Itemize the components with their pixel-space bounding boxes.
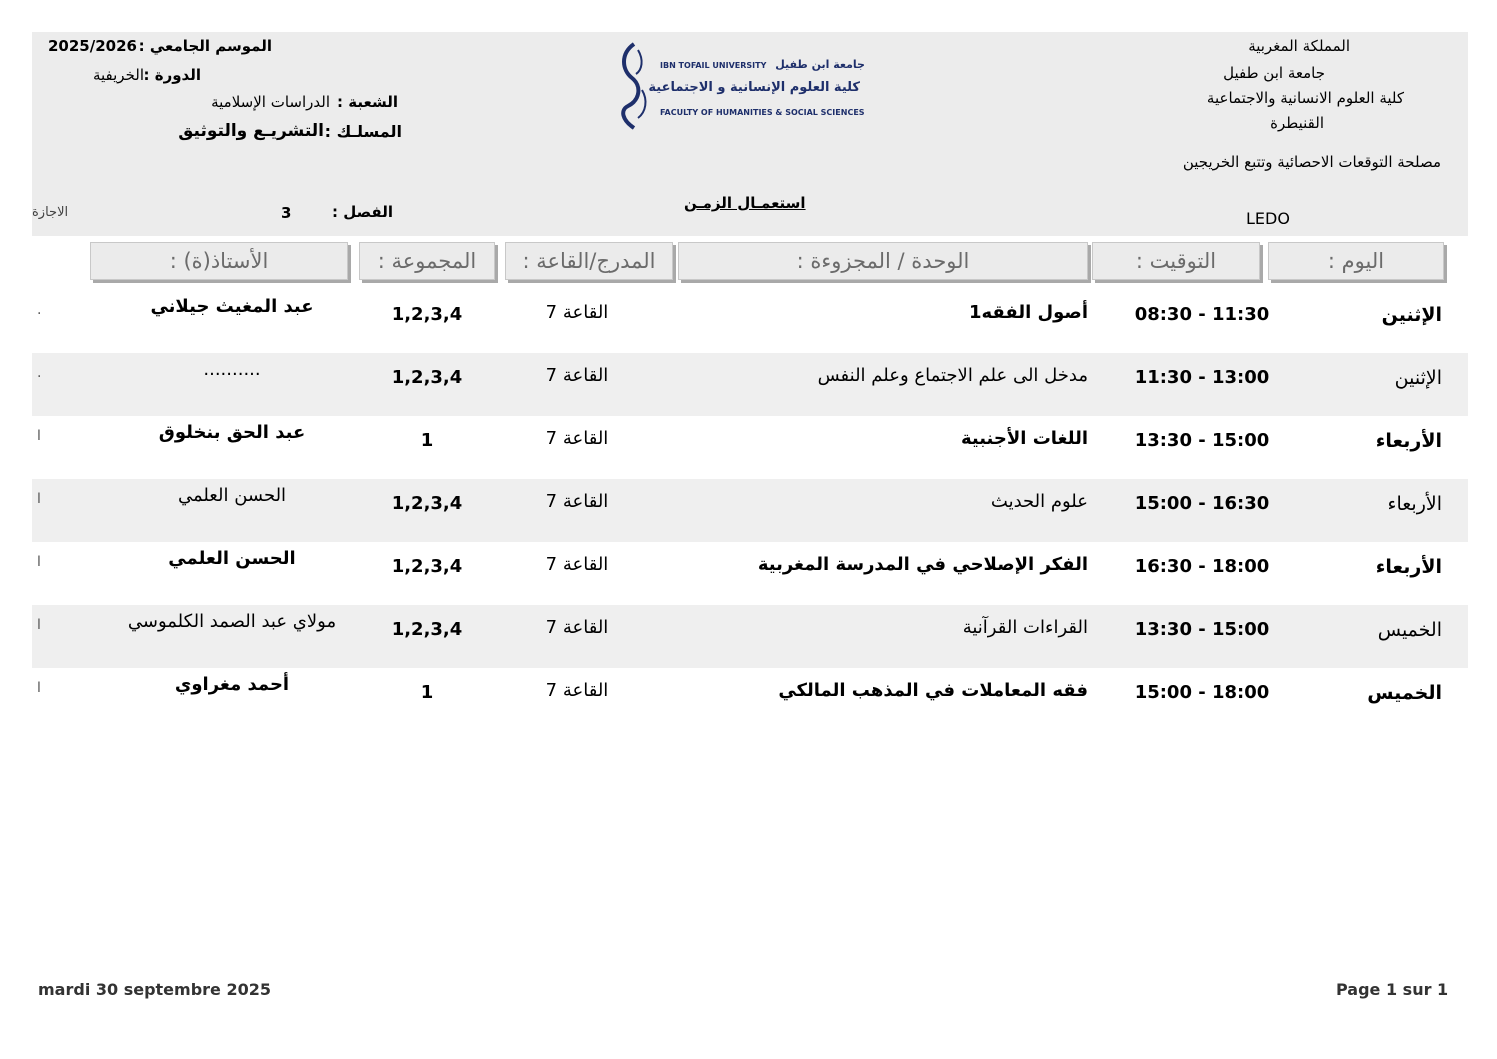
logo-text-ar-faculty: كلية العلوم الإنسانية و الاجتماعية [648,80,860,95]
row-time: 11:30 - 13:00 [1134,367,1270,388]
schedule-title: استعمـال الزمـن [684,194,806,212]
column-header-group: المجموعة : [359,242,495,280]
table-row [32,479,1468,542]
row-edge-mark: ا [37,680,41,696]
row-room: القاعة 7 [545,428,609,449]
program-code: LEDO [1246,209,1290,228]
column-header-professor: الأستاذ(ة) : [90,242,348,280]
row-day: الخميس [1377,619,1442,641]
footer-date: mardi 30 septembre 2025 [38,980,271,999]
logo-text-en-faculty: FACULTY OF HUMANITIES & SOCIAL SCIENCES [660,108,865,117]
city-text: القنيطرة [1270,114,1324,132]
row-group: 1 [420,682,434,703]
track-label: المسلـك : [324,122,402,141]
row-room: القاعة 7 [545,491,609,512]
semester-label: الفصل : [332,203,393,221]
session-value: الخريفية [92,66,144,84]
row-edge-mark: ا [37,617,41,633]
row-time: 13:30 - 15:00 [1134,430,1270,451]
row-group: 1,2,3,4 [391,367,463,388]
table-row [32,416,1468,479]
row-room: القاعة 7 [545,302,609,323]
row-time: 08:30 - 11:30 [1134,304,1270,325]
row-time: 15:00 - 16:30 [1134,493,1270,514]
row-professor: الحسن العلمي [168,548,296,569]
semester-value: 3 [281,204,292,222]
row-edge-mark: . [37,365,42,381]
table-row [32,353,1468,416]
row-group: 1,2,3,4 [391,304,463,325]
row-edge-mark: ا [37,491,41,507]
row-day: الإثنين [1381,304,1442,326]
row-professor: .......... [203,359,261,380]
row-time: 15:00 - 18:00 [1134,682,1270,703]
row-professor: عبد الحق بنخلوق [158,422,306,443]
row-time: 13:30 - 15:00 [1134,619,1270,640]
row-module: فقه المعاملات في المذهب المالكي [778,680,1088,701]
row-group: 1,2,3,4 [391,493,463,514]
table-row [32,290,1468,353]
track-value: التشريـع والتوثيق [178,121,324,141]
column-header-module: الوحدة / المجزوءة : [678,242,1088,280]
logo-text-en-top: IBN TOFAIL UNIVERSITY [660,61,767,70]
column-header-time: التوقيت : [1092,242,1260,280]
row-professor: عبد المغيث جيلاني [150,296,314,317]
row-edge-mark: ا [37,428,41,444]
footer-page-number: Page 1 sur 1 [1336,980,1449,999]
row-module: علوم الحديث [990,491,1088,512]
row-group: 1,2,3,4 [391,556,463,577]
row-professor: أحمد مغراوي [174,674,290,695]
branch-label: الشعبة : [337,93,398,111]
university-logo [612,40,865,132]
session-label: الدورة : [143,66,201,84]
table-row [32,605,1468,668]
column-header-day: اليوم : [1268,242,1444,280]
row-room: القاعة 7 [545,680,609,701]
row-room: القاعة 7 [545,365,609,386]
university-text: جامعة ابن طفيل [1223,64,1325,82]
table-row [32,668,1468,731]
row-day: الأربعاء [1375,556,1442,578]
row-room: القاعة 7 [545,617,609,638]
degree-text: الاجازة [32,205,69,220]
season-value: 2025/2026 [48,37,137,55]
faculty-text: كلية العلوم الانسانية والاجتماعية [1206,89,1404,107]
row-module: اللغات الأجنبية [960,428,1088,449]
row-day: الخميس [1367,682,1442,704]
row-professor: الحسن العلمي [177,485,287,506]
row-module: الفكر الإصلاحي في المدرسة المغربية [757,554,1088,575]
row-group: 1,2,3,4 [391,619,463,640]
row-group: 1 [420,430,434,451]
logo-text-ar-top: جامعة ابن طفيل [775,58,865,71]
row-day: الإثنين [1394,367,1442,389]
table-row [32,542,1468,605]
row-room: القاعة 7 [545,554,609,575]
logo-emblem-icon [612,40,652,132]
row-time: 16:30 - 18:00 [1134,556,1270,577]
service-text: مصلحة التوقعات الاحصائية وتتبع الخريجين [1182,153,1441,171]
row-edge-mark: . [37,302,42,318]
column-header-room: المدرج/القاعة : [505,242,673,280]
branch-value: الدراسات الإسلامية [211,93,330,111]
kingdom-text: المملكة المغربية [1248,37,1350,55]
header-panel [32,32,1468,236]
row-day: الأربعاء [1375,430,1442,452]
row-professor: مولاي عبد الصمد الكلموسي [127,611,337,632]
row-day: الأربعاء [1387,493,1442,515]
row-module: مدخل الى علم الاجتماع وعلم النفس [817,365,1088,386]
row-module: أصول الفقه1 [968,302,1088,323]
row-edge-mark: ا [37,554,41,570]
season-label: الموسم الجامعي : [138,37,272,55]
row-module: القراءات القرآنية [962,617,1088,638]
